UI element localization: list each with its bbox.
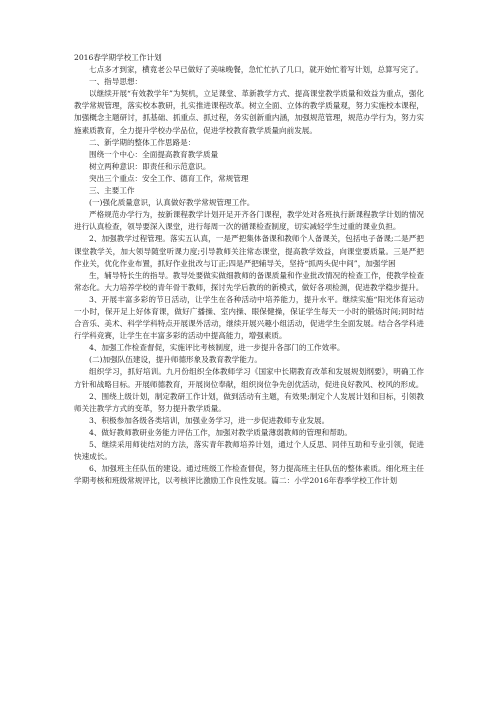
paragraph: 6、加强班主任队伍的建设。通过班级工作检查督促，努力提高班主任队伍的整体素质。细化班主任学期考核和班级常规评比，以考核评比激励工作良性发展。篇二：小学2016年春季学校工作计划 [74, 464, 424, 486]
subsection-heading: (二)加强队伍建设，提升师德形象及教育教学能力。 [89, 355, 262, 365]
paragraph: 3、积极参加各级各类培训，加强业务学习，进一步促进教师专业发展。 [89, 415, 330, 425]
paragraph: 生，辅导特长生的指导。教导处要做实做细教师的备课质量和作业批改情况的检查工作，使教学检查常态化。大力培养学校的青年骨干教师，探讨先学后教的的新模式，做好各项检测，促进教学稳步提升。 [74, 270, 424, 292]
document-title: 2016春学期学校工作计划 [74, 53, 162, 62]
paragraph: 4、做好教师教研业务能力评估工作，加强对教学质量薄弱教师的管理和帮助。 [89, 427, 353, 437]
paragraph: 突出三个重点：安全工作、德育工作，常规管理 [89, 173, 249, 183]
subsection-heading: (一)强化质量意识，认真做好教学常规管理工作。 [89, 198, 255, 208]
paragraph: 严格规范办学行为，按新课程教学计划开足开齐各门课程，教学处对各班执行新课程教学计划的情况进行认真检查，领导要深入课堂，进行每周一次的循课检查制度，切实减轻学生过重的课业负担。 [74, 210, 424, 232]
paragraph: 树立两种意识：即责任和示范意识。 [89, 161, 211, 171]
paragraph: 2、围绕上级计划，制定教研工作计划，做到活动有主题，有效果;制定个人发展计划和目标，引领教师关注教学方式的变革，努力提升教学质量。 [74, 391, 424, 413]
paragraph: 3、开展丰富多彩的节日活动，让学生在各种活动中培养能力，提升水平。继续实施“阳光体育运动一小时，保开足上好体育课，做好广播操、室内操、眼保健操，保证学生每天一小时的锻炼时间;同时结合音乐、美术、科学学科特点开展课外活动，继续开展兴趣小组活动，促进学生全面发展。结合各学科进行学科竞赛，让学生在丰富多彩的活动中提高能力，增强素质。 [74, 294, 424, 341]
paragraph: 七点多才到家，横竟老公早已做好了美味晚餐，急忙忙扒了几口，就开始忙着写计划，总算写完了。 [89, 65, 424, 75]
paragraph: 2、加强教学过程管理。落实五认真，一是严把集体备课和教师个人备课关，包括电子备课;二是严把课堂教学关，加大领导随堂听课力度;引导教师关注常态课堂，提高教学效益，向课堂要质量。三是严把作业关，优化作业布置，抓好作业批改与订正;四是严把辅导关，坚持“抓两头促中间”，加强学困 [74, 234, 424, 268]
section-heading: 二、新学期的整体工作思路是： [89, 137, 196, 147]
paragraph: 5、继续采用师徒结对的方法，落实青年教师培养计划，通过个人反思、同伴互助和专业引领，促进快速成长。 [74, 440, 424, 462]
document-body [74, 52, 424, 487]
paragraph: 以继续开展“有效教学年”为契机，立足课堂、革新教学方式、提高课堂教学质量和效益为重点，强化教学常规管理，落实校本教研，扎实推进课程改革。树立全面、立体的教学质量观，努力实施校本课程，加强概念主题研讨，抓基础、抓重点、抓过程，务实创新重内涵，加强规范管理，规范办学行为，努力实施素质教育，全力提升学校办学品位，促进学校教育教学质量向前发展。 [74, 89, 424, 135]
paragraph: 围绕一个中心：全面提高教育教学质量 [89, 149, 219, 159]
paragraph: 4、加强工作检查督促，实施评比考核制度，进一步提升各部门的工作效率。 [89, 343, 345, 353]
paragraph: 组织学习，抓好培训。九月份组织全体教师学习《国家中长期教育改革和发展规划纲要》，明确工作方针和战略目标。开展师德教育，开展岗位奉献，组织岗位争先创优活动，促进良好教风、校风的形成。 [74, 367, 424, 389]
section-heading: 三、主要工作 [89, 186, 135, 196]
section-heading: 一、指导思想： [89, 77, 143, 87]
